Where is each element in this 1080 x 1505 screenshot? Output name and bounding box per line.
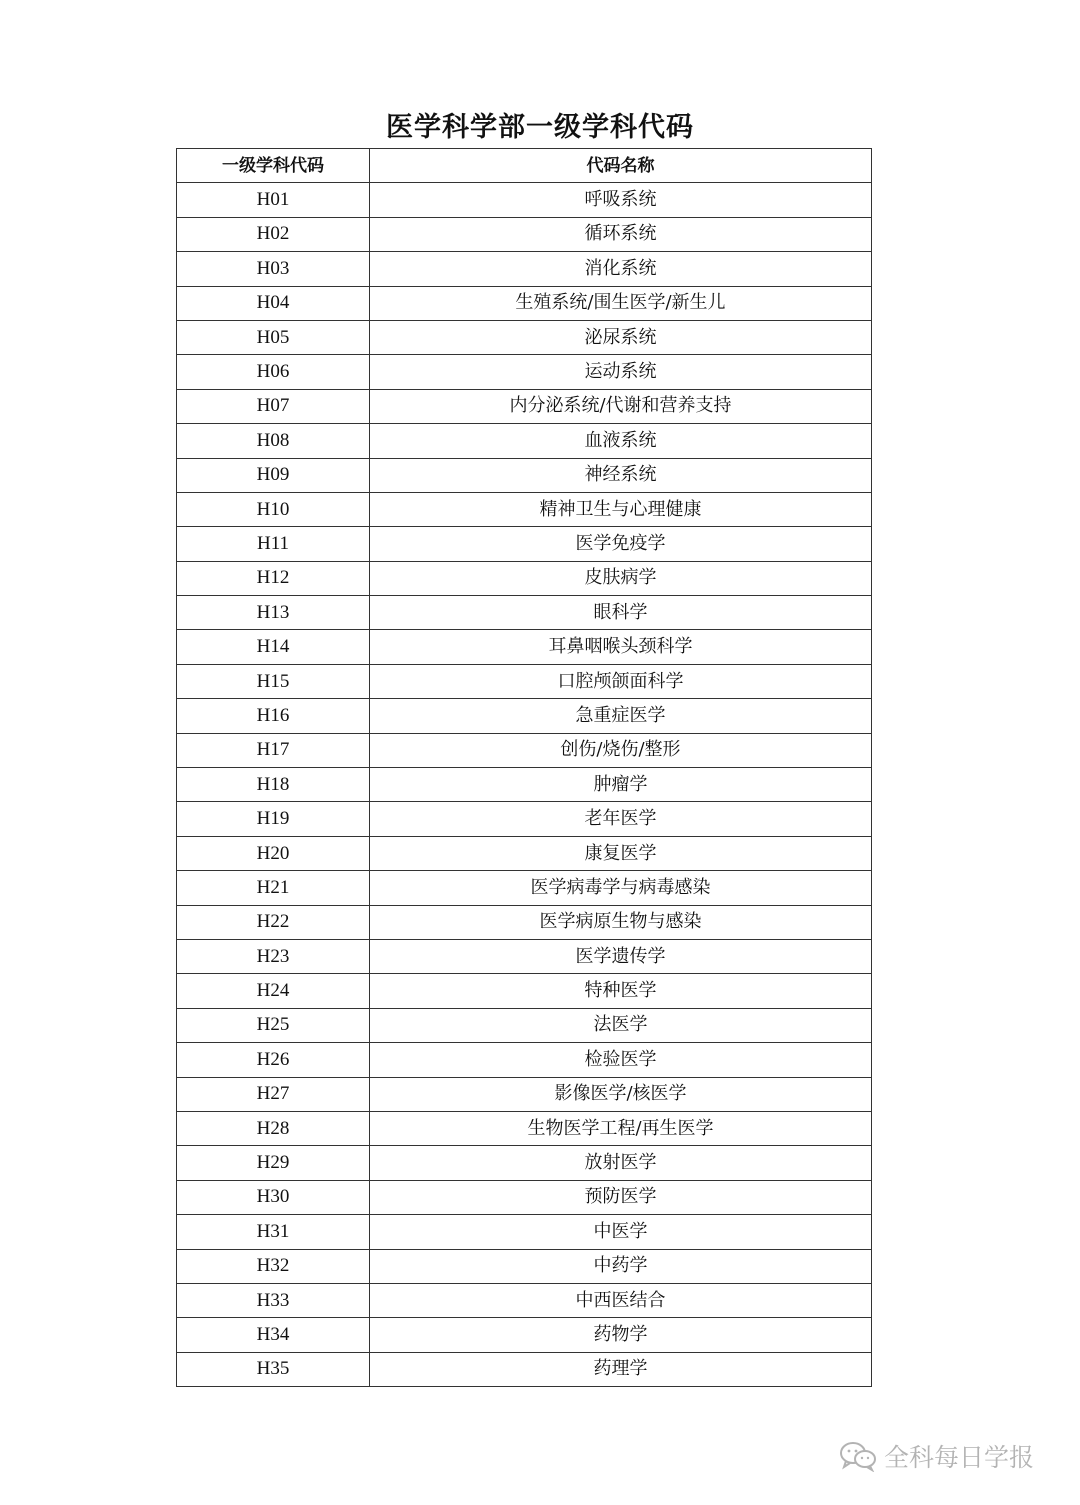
cell-code: H15 — [177, 664, 370, 698]
watermark — [838, 1436, 1034, 1476]
cell-code: H22 — [177, 905, 370, 939]
cell-code: H09 — [177, 458, 370, 492]
cell-name: 康复医学 — [370, 836, 872, 870]
table-row — [177, 1077, 872, 1111]
cell-name: 中药学 — [370, 1249, 872, 1283]
cell-code: H10 — [177, 492, 370, 526]
table-row — [177, 217, 872, 251]
table-row — [177, 389, 872, 423]
cell-code: H33 — [177, 1283, 370, 1317]
cell-name: 法医学 — [370, 1008, 872, 1042]
cell-name: 精神卫生与心理健康 — [370, 492, 872, 526]
table-row — [177, 527, 872, 561]
cell-code: H19 — [177, 802, 370, 836]
cell-code: H27 — [177, 1077, 370, 1111]
cell-name: 神经系统 — [370, 458, 872, 492]
cell-name: 中医学 — [370, 1215, 872, 1249]
table-row — [177, 974, 872, 1008]
cell-code: H23 — [177, 939, 370, 973]
table-row — [177, 802, 872, 836]
cell-code: H30 — [177, 1180, 370, 1214]
header-row — [177, 149, 872, 183]
cell-code: H07 — [177, 389, 370, 423]
cell-code: H31 — [177, 1215, 370, 1249]
watermark-text: 全科每日学报 — [884, 1443, 1035, 1472]
table-row — [177, 905, 872, 939]
cell-code: H26 — [177, 1043, 370, 1077]
cell-code: H03 — [177, 252, 370, 286]
table-row — [177, 183, 872, 217]
cell-name: 血液系统 — [370, 424, 872, 458]
table-row — [177, 768, 872, 802]
cell-code: H14 — [177, 630, 370, 664]
table-row — [177, 939, 872, 973]
cell-name: 口腔颅颌面科学 — [370, 664, 872, 698]
cell-name: 医学免疫学 — [370, 527, 872, 561]
cell-name: 急重症医学 — [370, 699, 872, 733]
cell-code: H16 — [177, 699, 370, 733]
cell-code: H32 — [177, 1249, 370, 1283]
table-row — [177, 630, 872, 664]
cell-code: H06 — [177, 355, 370, 389]
table-row — [177, 1043, 872, 1077]
table-row — [177, 286, 872, 320]
document-title: 医学科学部一级学科代码 — [386, 112, 694, 143]
cell-code: H11 — [177, 527, 370, 561]
table-row — [177, 355, 872, 389]
table-row — [177, 1111, 872, 1145]
cell-name: 呼吸系统 — [370, 183, 872, 217]
cell-name: 皮肤病学 — [370, 561, 872, 595]
cell-name: 特种医学 — [370, 974, 872, 1008]
cell-code: H12 — [177, 561, 370, 595]
cell-name: 检验医学 — [370, 1043, 872, 1077]
cell-name: 医学病毒学与病毒感染 — [370, 871, 872, 905]
cell-name: 内分泌系统/代谢和营养支持 — [370, 389, 872, 423]
cell-code: H24 — [177, 974, 370, 1008]
wechat-icon — [838, 1440, 878, 1472]
cell-name: 耳鼻咽喉头颈科学 — [370, 630, 872, 664]
table-row — [177, 1008, 872, 1042]
cell-name: 运动系统 — [370, 355, 872, 389]
table-body — [177, 183, 872, 1387]
cell-code: H04 — [177, 286, 370, 320]
table-row — [177, 1180, 872, 1214]
table-row — [177, 1352, 872, 1386]
cell-name: 医学病原生物与感染 — [370, 905, 872, 939]
table-row — [177, 836, 872, 870]
cell-name: 泌尿系统 — [370, 320, 872, 354]
cell-name: 消化系统 — [370, 252, 872, 286]
header-code: 一级学科代码 — [177, 149, 370, 183]
cell-code: H34 — [177, 1318, 370, 1352]
cell-name: 眼科学 — [370, 596, 872, 630]
cell-name: 预防医学 — [370, 1180, 872, 1214]
table-row — [177, 871, 872, 905]
table-row — [177, 1249, 872, 1283]
table-row — [177, 1283, 872, 1317]
table-row — [177, 492, 872, 526]
table-row — [177, 320, 872, 354]
table-header — [177, 149, 872, 183]
cell-code: H08 — [177, 424, 370, 458]
table-row — [177, 458, 872, 492]
table-row — [177, 664, 872, 698]
table-row — [177, 1146, 872, 1180]
cell-code: H25 — [177, 1008, 370, 1042]
cell-code: H21 — [177, 871, 370, 905]
cell-name: 肿瘤学 — [370, 768, 872, 802]
cell-name: 中西医结合 — [370, 1283, 872, 1317]
cell-code: H13 — [177, 596, 370, 630]
cell-name: 生物医学工程/再生医学 — [370, 1111, 872, 1145]
cell-name: 药理学 — [370, 1352, 872, 1386]
cell-code: H28 — [177, 1111, 370, 1145]
header-name: 代码名称 — [370, 149, 872, 183]
cell-code: H20 — [177, 836, 370, 870]
cell-code: H05 — [177, 320, 370, 354]
cell-code: H17 — [177, 733, 370, 767]
cell-name: 创伤/烧伤/整形 — [370, 733, 872, 767]
cell-name: 药物学 — [370, 1318, 872, 1352]
cell-name: 生殖系统/围生医学/新生儿 — [370, 286, 872, 320]
table-row — [177, 561, 872, 595]
cell-code: H35 — [177, 1352, 370, 1386]
cell-name: 循环系统 — [370, 217, 872, 251]
table-row — [177, 733, 872, 767]
discipline-code-table — [176, 148, 872, 1387]
table-row — [177, 1215, 872, 1249]
table-row — [177, 424, 872, 458]
cell-name: 老年医学 — [370, 802, 872, 836]
cell-name: 放射医学 — [370, 1146, 872, 1180]
cell-code: H02 — [177, 217, 370, 251]
cell-name: 医学遗传学 — [370, 939, 872, 973]
cell-code: H18 — [177, 768, 370, 802]
table-row — [177, 252, 872, 286]
cell-code: H01 — [177, 183, 370, 217]
table-row — [177, 699, 872, 733]
table-row — [177, 596, 872, 630]
cell-code: H29 — [177, 1146, 370, 1180]
table-row — [177, 1318, 872, 1352]
cell-name: 影像医学/核医学 — [370, 1077, 872, 1111]
